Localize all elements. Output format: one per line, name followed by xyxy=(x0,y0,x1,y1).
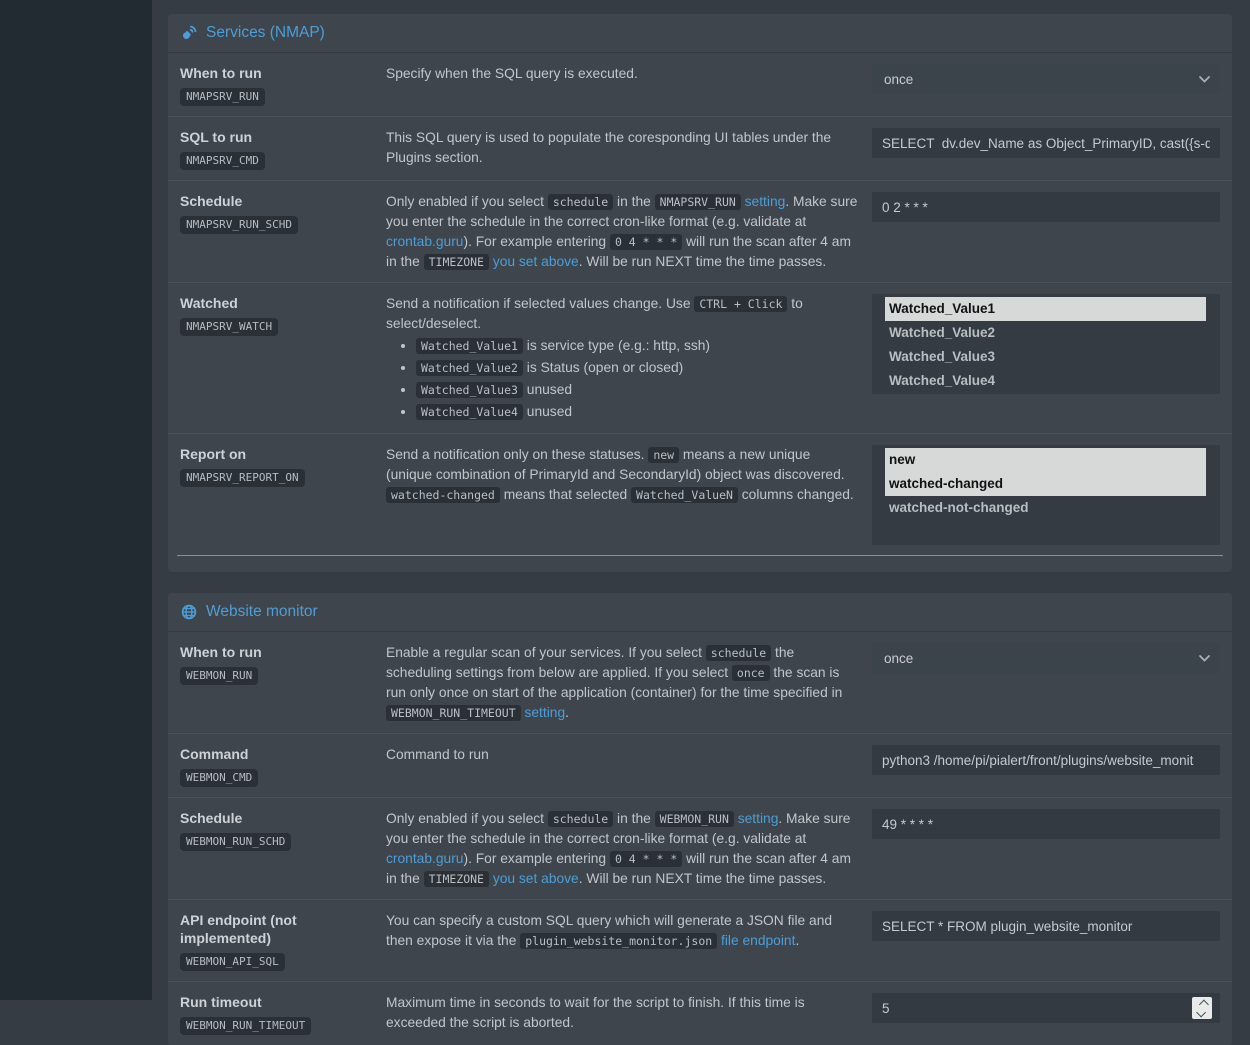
option-watched-value3[interactable]: Watched_Value3 xyxy=(889,349,996,364)
setting-code-badge: WEBMON_CMD xyxy=(180,769,258,787)
setting-label: API endpoint (not implemented) xyxy=(180,912,297,946)
inline-code: once xyxy=(732,665,770,681)
settings-rows xyxy=(168,53,1232,555)
settings-rows xyxy=(168,632,1232,1045)
inline-code: TIMEZONE xyxy=(424,871,489,887)
setting-label: When to run xyxy=(180,65,262,81)
inline-code: 0 4 * * * xyxy=(610,234,682,250)
description-bullet-list xyxy=(416,335,858,423)
satellite-dish-icon xyxy=(181,25,197,41)
section-footer xyxy=(168,556,1232,572)
setting-description: Send a notification only on these statuses. new means a new unique (unique combination of PrimaryId and SecondaryId) object was discovered. watched-changed means that selected Watched_ValueN columns changed. xyxy=(386,447,854,502)
setting-control-cell xyxy=(872,745,1220,787)
input-webmon-cmd[interactable] xyxy=(872,745,1220,775)
option-new[interactable]: new xyxy=(885,448,1206,472)
setting-control-cell xyxy=(872,64,1220,106)
inline-code: Watched_Value2 xyxy=(416,360,523,376)
chevron-down-icon xyxy=(1199,76,1210,83)
setting-label: Schedule xyxy=(180,193,243,209)
input-webmon-run-schd[interactable] xyxy=(872,809,1220,839)
inline-code: TIMEZONE xyxy=(424,254,489,270)
listbox-nmapsrv-watch[interactable] xyxy=(872,294,1220,394)
inline-code: plugin_website_monitor.json xyxy=(520,933,717,949)
inline-link[interactable]: crontab.guru xyxy=(386,851,464,866)
settings-row-webmon-cmd xyxy=(168,733,1232,797)
setting-label: Command xyxy=(180,746,249,762)
setting-label-cell xyxy=(180,192,372,272)
inline-code: Watched_Value1 xyxy=(416,338,523,354)
settings-row-nmapsrv-cmd xyxy=(168,116,1232,180)
input-nmapsrv-run-schd[interactable] xyxy=(872,192,1220,222)
setting-label: Schedule xyxy=(180,810,243,826)
number-spinner[interactable] xyxy=(1192,997,1212,1019)
settings-row-webmon-api-sql xyxy=(168,899,1232,981)
inline-code: 0 4 * * * xyxy=(610,851,682,867)
setting-label-cell xyxy=(180,809,372,889)
setting-control-cell xyxy=(872,643,1220,723)
setting-label: Report on xyxy=(180,446,247,462)
globe-icon xyxy=(181,604,197,620)
inline-link[interactable]: file endpoint xyxy=(721,933,796,948)
setting-code-badge: WEBMON_RUN_SCHD xyxy=(180,833,291,851)
inline-code: new xyxy=(648,447,679,463)
option-watched-changed[interactable]: watched-changed xyxy=(885,472,1206,496)
settings-row-webmon-run xyxy=(168,632,1232,733)
setting-description: You can specify a custom SQL query which will generate a JSON file and then expose it via the plugin_website_monitor.json file endpoint. xyxy=(386,913,833,948)
description-bullet: • Watched_Value2 is Status (open or closed) xyxy=(416,357,858,379)
setting-control-cell xyxy=(872,993,1220,1035)
section-header-website-monitor xyxy=(168,593,1232,632)
option-watched-not-changed[interactable]: watched-not-changed xyxy=(889,500,1029,515)
setting-control-cell xyxy=(872,445,1220,545)
settings-row-nmapsrv-report-on xyxy=(168,433,1232,555)
description-bullet: • Watched_Value4 unused xyxy=(416,401,858,423)
section-title: Website monitor xyxy=(206,603,318,620)
setting-label: When to run xyxy=(180,644,262,660)
setting-description: Specify when the SQL query is executed. xyxy=(386,66,638,81)
setting-code-badge: WEBMON_API_SQL xyxy=(180,953,285,971)
settings-row-webmon-run-schd xyxy=(168,797,1232,899)
sidebar xyxy=(0,0,152,1000)
inline-code: schedule xyxy=(548,811,613,827)
inline-link[interactable]: you set above xyxy=(492,871,579,886)
inline-code: Watched_Value4 xyxy=(416,404,523,420)
setting-code-badge: NMAPSRV_CMD xyxy=(180,152,265,170)
setting-description: Enable a regular scan of your services. If you select schedule the scheduling settings from below are applied. If you select once the scan is run only once on start of the application (container) for the time specified in WEBMON_RUN_TIMEOUT setting. xyxy=(386,645,843,720)
section-services-nmap xyxy=(168,14,1232,572)
listbox-nmapsrv-report-on[interactable] xyxy=(872,445,1220,545)
inline-code: WEBMON_RUN_TIMEOUT xyxy=(386,705,521,721)
inline-code: Watched_Value3 xyxy=(416,382,523,398)
inline-code: schedule xyxy=(706,645,771,661)
input-nmapsrv-cmd[interactable] xyxy=(872,128,1220,158)
setting-description: Only enabled if you select schedule in the NMAPSRV_RUN setting. Make sure you enter the schedule in the correct cron-like format (e.g. validate at crontab.guru). For example entering 0 4 * * * will run the scan after 4 am in the TIMEZONE you set above. Will be run NEXT time the time passes. xyxy=(386,194,858,269)
description-bullet: • Watched_Value1 is service type (e.g.: http, ssh) xyxy=(416,335,858,357)
setting-control-cell xyxy=(872,911,1220,971)
settings-content xyxy=(152,0,1250,1032)
setting-control-cell xyxy=(872,294,1220,423)
setting-label-cell xyxy=(180,993,372,1035)
select-webmon-run[interactable] xyxy=(872,643,1220,673)
inline-code: Watched_ValueN xyxy=(631,487,738,503)
inline-code: CTRL + Click xyxy=(694,296,787,312)
section-header-services xyxy=(168,14,1232,53)
setting-label-cell xyxy=(180,294,372,423)
inline-link[interactable]: setting xyxy=(744,194,786,209)
setting-code-badge: NMAPSRV_WATCH xyxy=(180,318,278,336)
option-watched-value4[interactable]: Watched_Value4 xyxy=(889,373,996,388)
select-value: once xyxy=(884,71,914,87)
setting-description: Send a notification if selected values change. Use CTRL + Click to select/deselect. • Watched_Value1 is service type (e.g.: http, ssh) • Watched_Value2 is Status (open or closed) • Watched_Value3 unused • Watched_Value4 unused xyxy=(386,294,858,423)
setting-label-cell xyxy=(180,911,372,971)
setting-description: This SQL query is used to populate the coresponding UI tables under the Plugins section. xyxy=(386,130,832,165)
setting-code-badge: WEBMON_RUN xyxy=(180,667,258,685)
setting-code-badge: NMAPSRV_RUN_SCHD xyxy=(180,216,298,234)
setting-control-cell xyxy=(872,192,1220,272)
settings-row-nmapsrv-watch xyxy=(168,282,1232,433)
inline-code: NMAPSRV_RUN xyxy=(655,194,741,210)
description-bullet: • Watched_Value3 unused xyxy=(416,379,858,401)
inline-link[interactable]: setting xyxy=(524,705,566,720)
setting-control-cell xyxy=(872,809,1220,889)
setting-code-badge: WEBMON_RUN_TIMEOUT xyxy=(180,1017,311,1035)
setting-description: Command to run xyxy=(386,747,489,762)
setting-label-cell xyxy=(180,445,372,545)
input-webmon-api-sql[interactable] xyxy=(872,911,1220,941)
setting-description: Maximum time in seconds to wait for the script to finish. If this time is exceeded the script is aborted. xyxy=(386,995,805,1030)
chevron-down-icon xyxy=(1199,655,1210,662)
section-title: Services (NMAP) xyxy=(206,24,325,41)
setting-label: SQL to run xyxy=(180,129,253,145)
inline-code: WEBMON_RUN xyxy=(655,811,734,827)
settings-row-nmapsrv-run-schd xyxy=(168,180,1232,282)
setting-label-cell xyxy=(180,745,372,787)
inline-link[interactable]: crontab.guru xyxy=(386,234,464,249)
setting-label-cell xyxy=(180,128,372,170)
setting-label-cell xyxy=(180,643,372,723)
setting-code-badge: NMAPSRV_REPORT_ON xyxy=(180,469,305,487)
inline-link[interactable]: you set above xyxy=(492,254,579,269)
inline-code: watched-changed xyxy=(386,487,500,503)
setting-label: Watched xyxy=(180,295,238,311)
inline-code: schedule xyxy=(548,194,613,210)
option-watched-value1[interactable]: Watched_Value1 xyxy=(885,297,1206,321)
setting-code-badge: NMAPSRV_RUN xyxy=(180,88,265,106)
section-website-monitor xyxy=(168,593,1232,1045)
input-webmon-run-timeout[interactable] xyxy=(872,993,1220,1023)
settings-row-webmon-run-timeout xyxy=(168,981,1232,1045)
select-nmapsrv-run[interactable] xyxy=(872,64,1220,94)
select-value: once xyxy=(884,650,914,666)
setting-label-cell xyxy=(180,64,372,106)
option-watched-value2[interactable]: Watched_Value2 xyxy=(889,325,996,340)
inline-link[interactable]: setting xyxy=(737,811,779,826)
settings-row-nmapsrv-run xyxy=(168,53,1232,116)
setting-label: Run timeout xyxy=(180,994,262,1010)
setting-description: Only enabled if you select schedule in the WEBMON_RUN setting. Make sure you enter the schedule in the correct cron-like format (e.g. validate at crontab.guru). For example entering 0 4 * * * will run the scan after 4 am in the TIMEZONE you set above. Will be run NEXT time the time passes. xyxy=(386,811,851,886)
setting-control-cell xyxy=(872,128,1220,170)
